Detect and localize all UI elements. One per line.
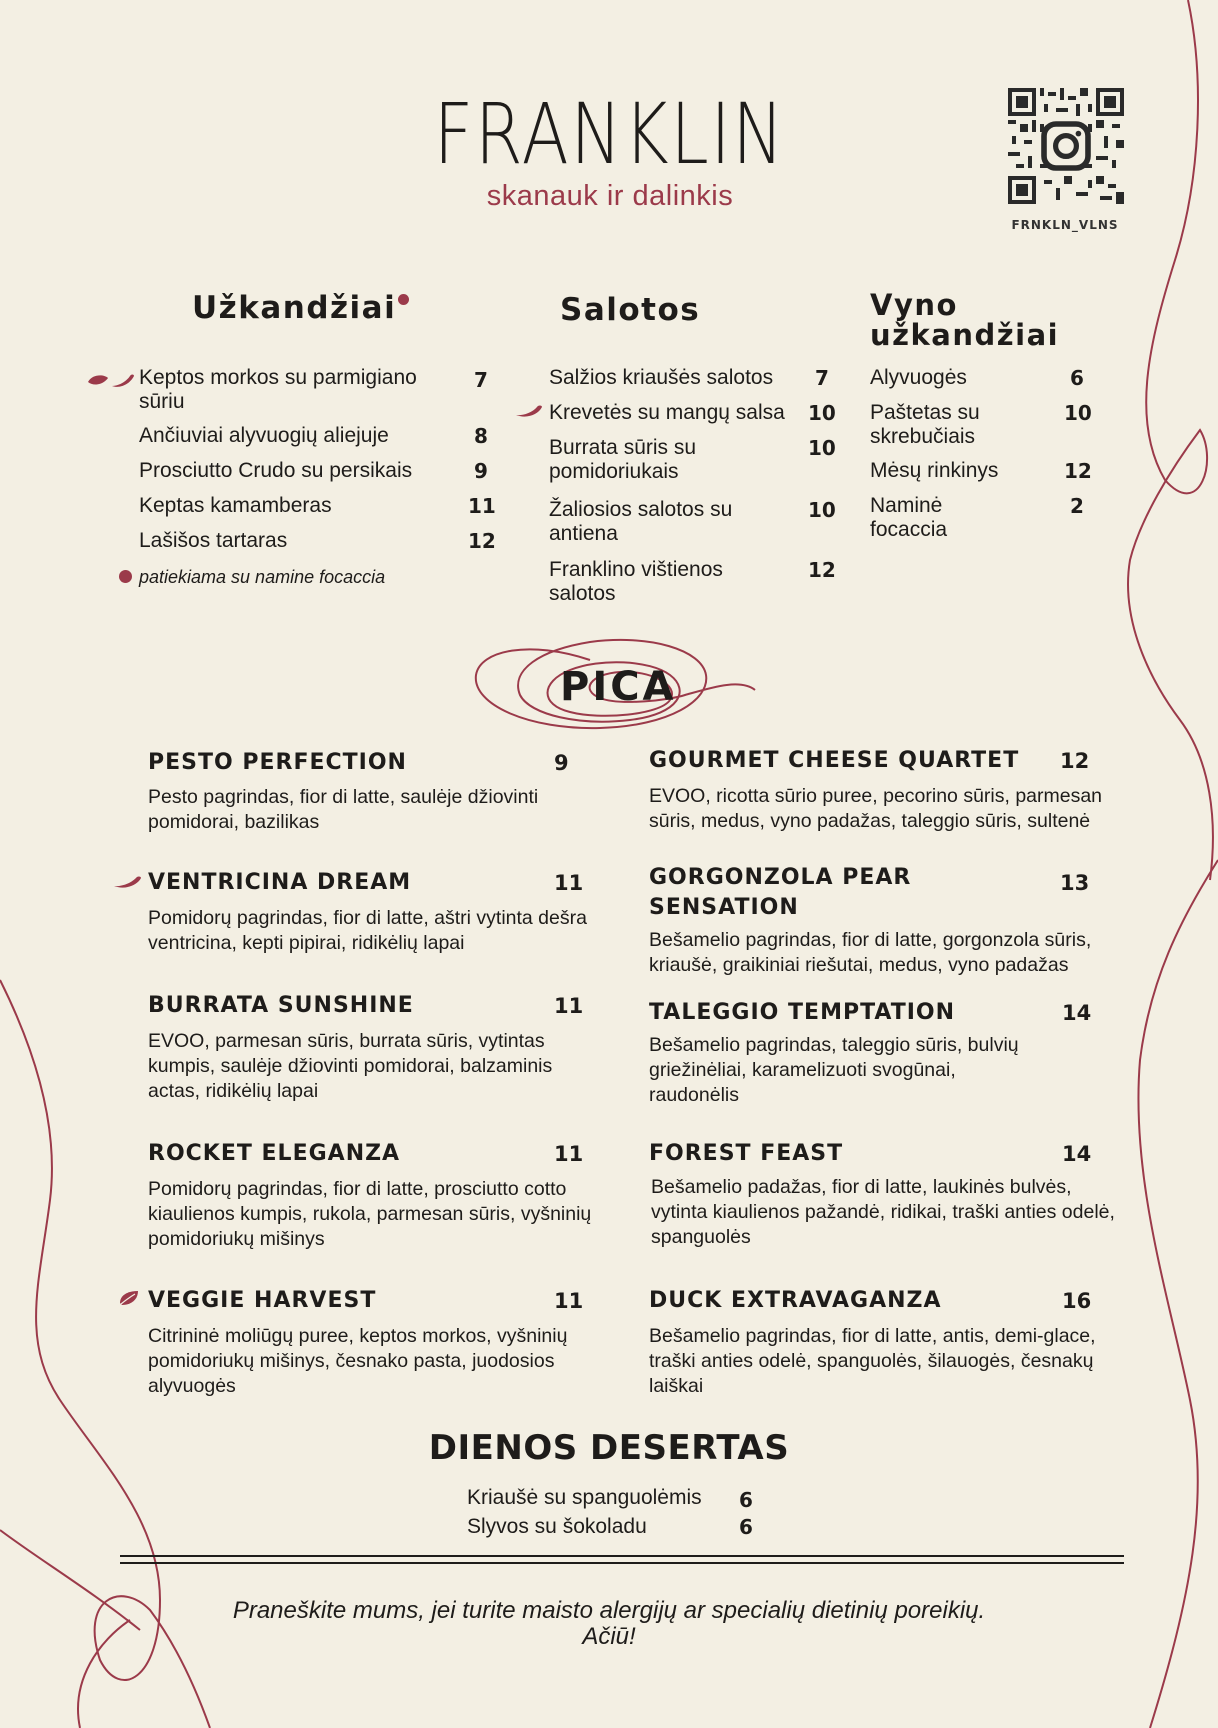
menu-item: Mėsų rinkinys <box>870 459 999 482</box>
section-title-vyno: Vyno užkandžiai <box>870 288 1060 352</box>
pizza-name: ROCKET ELEGANZA <box>148 1141 401 1166</box>
pizza-name: GORGONZOLA PEAR SENSATION <box>649 865 912 920</box>
logo <box>410 85 810 213</box>
menu-item-price: 12 <box>468 529 496 553</box>
menu-item: Burrata sūris su pomidoriukais <box>549 436 697 483</box>
focaccia-note: patiekiama su namine focaccia <box>139 567 386 587</box>
pizza-description: Citrininė moliūgų puree, keptos morkos, vyšninių pomidoriukų mišinys, česnako pasta, juodosios alyvuogės <box>148 1325 568 1397</box>
bullet-dot-icon <box>119 570 132 583</box>
menu-item: Keptas kamamberas <box>139 494 332 517</box>
menu-item-price: 7 <box>474 368 488 392</box>
menu-item-price: 10 <box>1064 401 1092 425</box>
pizza-price: 12 <box>1060 749 1090 773</box>
menu-item: Franklino vištienos salotos <box>549 558 723 605</box>
section-title-salotos: Salotos <box>560 292 701 328</box>
pizza-name: VEGGIE HARVEST <box>148 1288 377 1313</box>
menu-item-price: 6 <box>739 1515 753 1539</box>
divider-bottom <box>120 1562 1124 1564</box>
pizza-description: Bešamelio pagrindas, fior di latte, gorgonzola sūris, kriaušė, graikiniai riešutai, medus, vyno padažas <box>649 929 1092 976</box>
pizza-name: BURRATA SUNSHINE <box>148 993 414 1018</box>
pizza-description: EVOO, ricotta sūrio puree, pecorino sūris, parmesan sūris, medus, vyno padažas, taleggio sūris, sultenė <box>649 785 1103 832</box>
menu-item-price: 12 <box>808 558 836 582</box>
pizza-description: Bešamelio pagrindas, taleggio sūris, bulvių griežinėliai, karamelizuoti svogūnai, raudonėlis <box>649 1034 1019 1106</box>
focaccia-dot-icon <box>398 294 409 305</box>
menu-item-price: 6 <box>1070 366 1084 390</box>
menu-item-price: 7 <box>815 366 829 390</box>
menu-item-price: 12 <box>1064 459 1092 483</box>
pizza-price: 11 <box>554 871 584 895</box>
menu-item: Slyvos su šokoladu <box>467 1515 647 1538</box>
instagram-qr-code[interactable] <box>1008 88 1124 204</box>
tagline: skanauk ir dalinkis <box>486 180 734 212</box>
pizza-description: Pomidorų pagrindas, fior di latte, prosciutto cotto kiaulienos kumpis, rukola, parmesan sūris, vyšninių pomidoriukų mišinys <box>148 1178 592 1250</box>
pizza-price: 16 <box>1062 1289 1092 1313</box>
pizza-name: VENTRICINA DREAM <box>148 870 412 895</box>
section-title-pica: PICA <box>560 664 677 710</box>
menu-item: Lašišos tartaras <box>139 529 288 552</box>
menu-item: Žaliosios salotos su antiena <box>549 498 733 545</box>
instagram-handle: FRNKLN_VLNS <box>1011 218 1119 232</box>
leaf-icon <box>118 1289 140 1307</box>
menu-item-price: 6 <box>739 1488 753 1512</box>
chili-icon <box>112 874 144 890</box>
menu-item-price: 10 <box>808 436 836 460</box>
brand-name: FRANKLIN <box>434 85 786 183</box>
chili-leaf-icon <box>86 372 136 390</box>
pizza-name: GOURMET CHEESE QUARTET <box>649 748 1020 773</box>
section-title-uzkandziai <box>192 290 409 326</box>
menu-item-price: 2 <box>1070 494 1084 518</box>
section-title-uzkandziai-text: Užkandžiai <box>192 290 397 326</box>
pizza-name: TALEGGIO TEMPTATION <box>649 1000 956 1025</box>
pizza-description: Bešamelio pagrindas, fior di latte, antis, demi-glace, traški anties odelė, spanguolės, šilauogės, česnakų laiškai <box>649 1325 1096 1397</box>
menu-item-price: 9 <box>474 459 488 483</box>
menu-item: Kriaušė su spanguolėmis <box>467 1486 702 1509</box>
pizza-price: 13 <box>1060 871 1090 895</box>
thank-you-note: Ačiū! <box>582 1623 636 1650</box>
section-title-desertas: DIENOS DESERTAS <box>428 1428 790 1468</box>
menu-item-price: 10 <box>808 498 836 522</box>
menu-item: Salžios kriaušės salotos <box>549 366 774 389</box>
pizza-price: 11 <box>554 1289 584 1313</box>
menu-item: Paštetas su skrebučiais <box>870 401 980 448</box>
menu-item-price: 8 <box>474 424 488 448</box>
menu-item: Krevetės su mangų salsa <box>549 401 785 424</box>
menu-item: Keptos morkos su parmigiano sūriu <box>139 366 417 413</box>
menu-item-price: 11 <box>468 494 496 518</box>
allergy-note: Praneškite mums, jei turite maisto alergijų ar specialių dietinių poreikių. <box>232 1597 986 1624</box>
menu-item: Prosciutto Crudo su persikais <box>139 459 413 482</box>
pizza-price: 14 <box>1062 1142 1092 1166</box>
chili-icon <box>514 403 544 419</box>
pizza-price: 14 <box>1062 1001 1092 1025</box>
menu-item: Ančiuviai alyvuogių aliejuje <box>139 424 389 447</box>
pizza-description: Bešamelio padažas, fior di latte, laukinės bulvės, vytinta kiaulienos pažandė, ridikai, traški anties odelė, spanguolės <box>651 1176 1115 1248</box>
pizza-description: EVOO, parmesan sūris, burrata sūris, vytintas kumpis, saulėje džiovinti pomidorai, balzaminis actas, ridikėlių lapai <box>148 1030 553 1102</box>
pizza-description: Pomidorų pagrindas, fior di latte, aštri vytinta dešra ventricina, kepti pipirai, ridikėlių lapai <box>148 907 587 954</box>
pizza-name: FOREST FEAST <box>649 1141 844 1166</box>
pizza-description: Pesto pagrindas, fior di latte, saulėje džiovinti pomidorai, bazilikas <box>148 786 539 833</box>
divider-top <box>120 1555 1124 1557</box>
pizza-name: PESTO PERFECTION <box>148 750 407 775</box>
menu-item: Alyvuogės <box>870 366 967 389</box>
menu-item-price: 10 <box>808 401 836 425</box>
pizza-price: 11 <box>554 1142 584 1166</box>
pizza-name: DUCK EXTRAVAGANZA <box>649 1288 942 1313</box>
pizza-price: 9 <box>554 751 569 775</box>
menu-item: Naminė focaccia <box>870 494 948 541</box>
pizza-price: 11 <box>554 994 584 1018</box>
